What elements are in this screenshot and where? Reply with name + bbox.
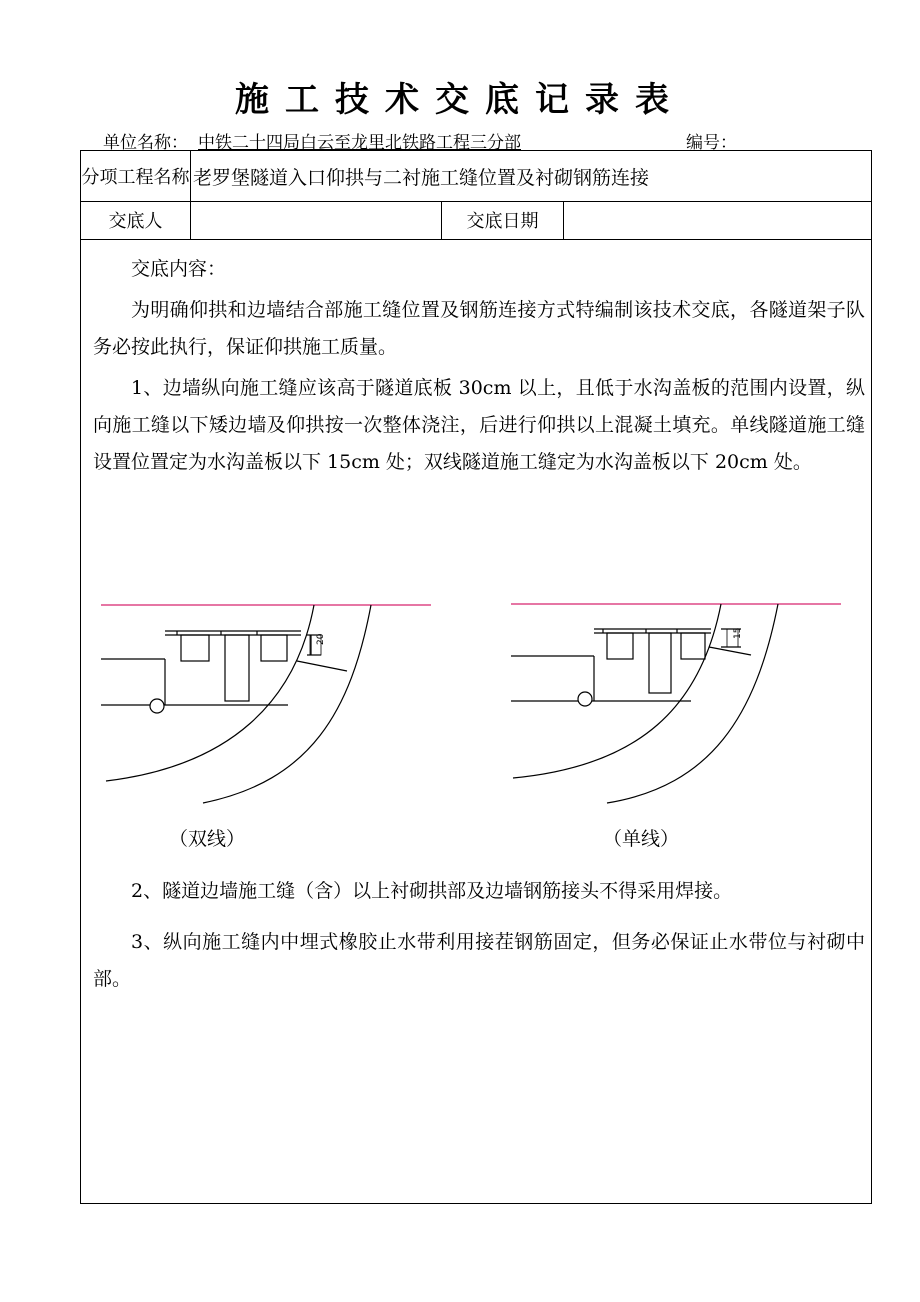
content-heading: 交底内容： [131,258,227,280]
person-label: 交底人 [108,211,163,232]
content-intro: 为明确仰拱和边墙结合部施工缝位置及钢筋连接方式特编制该技术交底，各隧道架子队务必按此执行，保证仰拱施工质量。 [93,299,865,359]
diagram-double-track [101,605,431,803]
record-table [80,150,872,1204]
content-block-lower [93,869,865,998]
content-item-2: 2、隧道边墙施工缝（含）以上衬砌拱部及边墙钢筋接头不得采用焊接。 [131,880,733,902]
diagram-single-track [511,604,841,803]
number-label: 编号： [686,133,737,153]
caption-double-track: （双线） [169,828,246,850]
dimension-label-double: 20 [316,633,326,645]
drain-pipe [150,699,164,713]
caption-single-track: （单线） [603,828,680,850]
dimension-label-single: 15 [733,627,743,639]
joint-line [297,661,347,671]
drain-box-center [649,633,671,693]
page-title: 施工技术交底记录表 [235,80,685,120]
drain-pipe [578,692,592,706]
project-label: 分项工程名称 [81,167,190,188]
person-value[interactable] [191,201,441,239]
date-value[interactable] [564,201,872,239]
drain-box-right [261,635,287,661]
content-item-1: 1、边墙纵向施工缝应该高于隧道底板 30cm 以上，且低于水沟盖板的范围内设置，纵向施工缝以下矮边墙及仰拱按一次整体浇注，后进行仰拱以上混凝土填充。单线隧道施工缝设置位置定为水沟盖板以下 15cm 处；双线隧道施工缝定为水沟盖板以下 20cm 处。 [93,377,865,474]
drain-box-center [225,635,249,701]
content-item-3: 3、纵向施工缝内中埋式橡胶止水带利用接茬钢筋固定，但务必保证止水带位与衬砌中部。 [93,931,865,991]
joint-line [709,647,751,655]
drain-box-left [607,633,633,659]
content-block [93,251,865,481]
project-value: 老罗堡隧道入口仰拱与二衬施工缝位置及衬砌钢筋连接 [193,166,650,189]
date-label: 交底日期 [466,211,539,232]
lining-outer-curve [513,604,721,778]
drain-box-right [681,633,705,659]
unit-value: 中铁二十四局白云至龙里北铁路工程三分部 [198,133,521,153]
drain-box-left [181,635,209,661]
diagram-area [81,591,873,866]
unit-label: 单位名称： [103,133,188,153]
